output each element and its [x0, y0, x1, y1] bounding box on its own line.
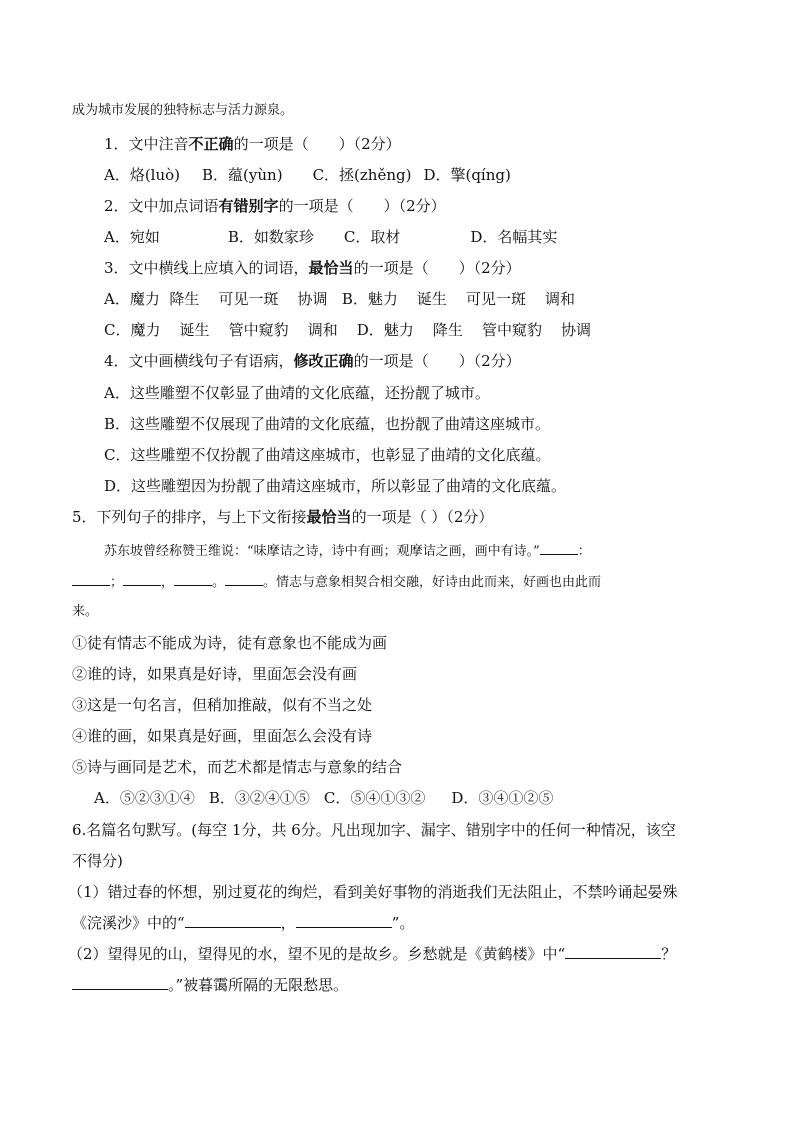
answer-blank[interactable] — [72, 975, 168, 990]
passage-line-3: 来。 — [72, 604, 99, 619]
option-c[interactable]: C．⑤④①③② — [323, 789, 426, 807]
passage-line-1: 苏东坡曾经称赞王维说：“味摩诘之诗，诗中有画；观摩诘之画，画中有诗。” ： — [104, 540, 591, 562]
option-d[interactable]: D．③④①②⑤ — [451, 789, 554, 807]
question-3-stem: 3．文中横线上应填入的词语，最恰当的一项是（ ）（2分） — [104, 259, 521, 277]
option-d[interactable]: D．擎(qíng) — [423, 166, 511, 184]
question-2-options — [104, 227, 557, 247]
blank — [540, 540, 578, 555]
option-d[interactable]: D．名幅其实 — [470, 228, 558, 246]
sentence-3: ③这是一句名言，但稍加推敲，似有不当之处 — [72, 696, 373, 714]
sentence-1: ①徒有情志不能成为诗，徒有意象也不能成为画 — [72, 634, 388, 652]
sentence-5: ⑤诗与画同是艺术，而艺术都是情志与意象的结合 — [72, 758, 403, 776]
emphasis: 有错别字 — [218, 197, 279, 215]
option-a[interactable]: A．⑤②③①④ — [94, 789, 195, 807]
answer-blank[interactable] — [185, 913, 281, 928]
question-6-part-1-line-1: （1）错过春的怀想，别过夏花的绚烂，看到美好事物的消逝我们无法阻止，不禁吟诵起晏殊 — [68, 883, 678, 901]
question-1-stem: 1．文中注音不正确的一项是（ ）（2分） — [104, 135, 401, 153]
blank — [225, 571, 263, 586]
emphasis: 不正确 — [188, 135, 234, 153]
option-b[interactable]: B．蕴(yùn) — [202, 166, 283, 184]
option-a[interactable]: A．烙(luò) — [104, 166, 181, 184]
emphasis: 最恰当 — [308, 259, 354, 277]
emphasis: 最恰当 — [306, 508, 352, 526]
question-6-stem-line-1: 6.名篇名句默写。(每空 1分，共 6分。凡出现加字、漏字、错别字中的任何一种情况，该空 — [72, 821, 676, 839]
passage-line-2: ； ， 。 。情志与意象相契合相交融，好诗由此而来，好画也由此而 — [72, 571, 601, 593]
option-b[interactable]: B．这些雕塑不仅展现了曲靖的文化底蕴，也扮靓了曲靖这座城市。 — [104, 415, 551, 433]
option-c[interactable]: C．取材 — [343, 228, 401, 246]
intro-line: 成为城市发展的独特标志与活力源泉。 — [72, 103, 294, 118]
question-4-stem: 4．文中画横线句子有语病，修改正确的一项是（ ）（2分） — [104, 352, 521, 370]
answer-blank[interactable] — [565, 944, 661, 959]
question-5-options — [94, 788, 553, 808]
option-b[interactable]: B．③②④①⑤ — [208, 789, 310, 807]
sentence-4: ④谁的画，如果真是好画，里面怎么会没有诗 — [72, 727, 373, 745]
question-6-stem-line-2: 不得分) — [72, 852, 123, 870]
question-6-part-2-line-1: （2）望得见的山，望得见的水，望不见的是故乡。乡愁就是《黄鹤楼》中“ ？ — [68, 945, 677, 963]
question-5-stem: 5．下列句子的排序，与上下文衔接最恰当的一项是（ ）（2分） — [72, 508, 494, 526]
blank — [72, 571, 110, 586]
option-c[interactable]: C．拯(zhěng) — [312, 166, 412, 184]
sentence-2: ②谁的诗，如果真是好诗，里面怎会没有画 — [72, 665, 358, 683]
option-d[interactable]: D．这些雕塑因为扮靓了曲靖这座城市，所以彰显了曲靖的文化底蕴。 — [104, 477, 567, 495]
question-2-stem: 2．文中加点词语有错别字的一项是（ ）（2分） — [104, 197, 446, 215]
question-3-options-row-2[interactable]: C．魔力 诞生 管中窥豹 调和 D．魅力 降生 管中窥豹 协调 — [104, 321, 592, 339]
blank — [174, 571, 212, 586]
question-1-options — [104, 165, 511, 185]
question-6-part-2-line-2: 。”被暮霭所隔的无限愁思。 — [72, 975, 348, 995]
question-6-part-1-line-2: 《浣溪沙》中的“ ， ”。 — [72, 914, 415, 932]
option-b[interactable]: B．如数家珍 — [227, 228, 314, 246]
blank — [123, 571, 161, 586]
answer-blank[interactable] — [296, 913, 392, 928]
emphasis: 修改正确 — [293, 352, 354, 370]
option-c[interactable]: C．这些雕塑不仅扮靓了曲靖这座城市，也彰显了曲靖的文化底蕴。 — [104, 446, 551, 464]
option-a[interactable]: A．宛如 — [104, 228, 160, 246]
question-3-options-row-1[interactable]: A．魔力 降生 可见一斑 协调 B．魅力 诞生 可见一斑 调和 — [104, 290, 576, 308]
option-a[interactable]: A．这些雕塑不仅彰显了曲靖的文化底蕴，还扮靓了城市。 — [104, 384, 490, 402]
